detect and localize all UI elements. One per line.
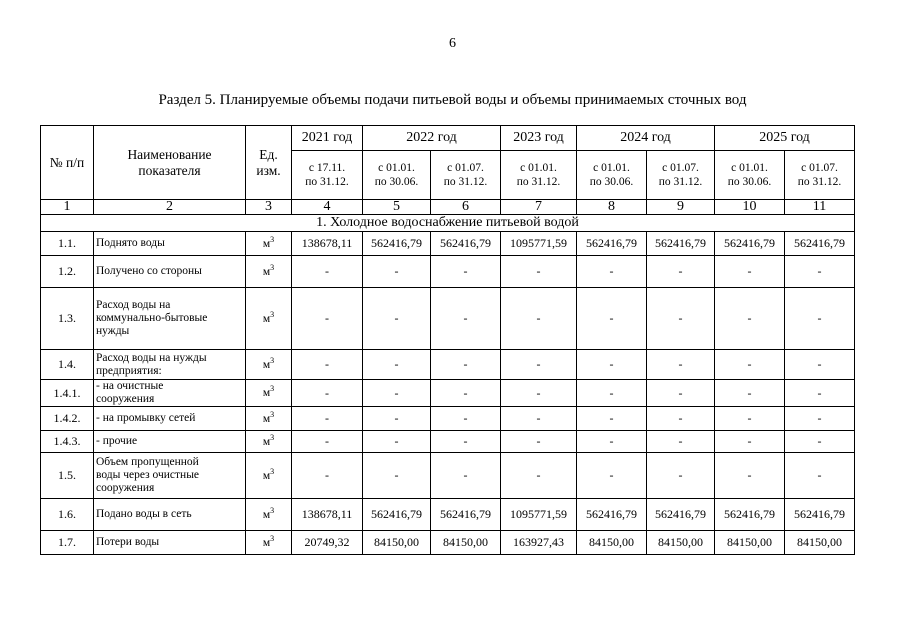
page-number: 6: [449, 36, 456, 51]
row-number: 1.7.: [41, 531, 94, 555]
value-cell: -: [363, 256, 431, 288]
unit-exponent: 3: [270, 234, 275, 244]
row-name-line: сооружения: [96, 393, 155, 405]
unit-base: м: [262, 412, 271, 425]
value-cell: -: [431, 350, 501, 380]
unit-base: м: [262, 358, 271, 371]
value-cell: -: [785, 350, 855, 380]
value-cell: -: [577, 407, 647, 431]
row-number: 1.4.3.: [41, 431, 94, 453]
table-row: [41, 531, 855, 555]
value-cell: 84150,00: [785, 531, 855, 555]
row-name: [94, 407, 246, 431]
row-number: 1.2.: [41, 256, 94, 288]
unit-base: м: [262, 312, 271, 325]
value-cell: 562416,79: [363, 232, 431, 256]
table-row: [41, 453, 855, 499]
header-period-line: с 01.07.: [801, 162, 838, 174]
header-period: [501, 151, 577, 200]
value-cell: -: [785, 453, 855, 499]
value-cell: -: [647, 380, 715, 407]
unit-base: м: [262, 469, 271, 482]
value-cell: 562416,79: [363, 499, 431, 531]
unit-exponent: 3: [270, 384, 275, 393]
value-cell: -: [715, 407, 785, 431]
value-cell: -: [785, 288, 855, 350]
header-year-2021: 2021 год: [292, 126, 363, 151]
row-unit: [246, 453, 292, 499]
header-period-line: с 01.07.: [447, 162, 484, 174]
value-cell: -: [501, 431, 577, 453]
header-year-2022: 2022 год: [363, 126, 501, 151]
table-row: [41, 232, 855, 256]
value-cell: 138678,11: [292, 232, 363, 256]
row-name: [94, 350, 246, 380]
value-cell: 20749,32: [292, 531, 363, 555]
value-cell: 84150,00: [715, 531, 785, 555]
column-number: 10: [715, 200, 785, 215]
unit-base: м: [262, 265, 271, 278]
value-cell: -: [577, 431, 647, 453]
value-cell: 1095771,59: [501, 499, 577, 531]
row-unit: [246, 232, 292, 256]
table-row: [41, 350, 855, 380]
value-cell: -: [292, 350, 363, 380]
row-unit: [246, 256, 292, 288]
header-period-line: по 30.06.: [727, 176, 772, 188]
table-row: [41, 431, 855, 453]
row-name: [94, 232, 246, 256]
header-period-line: с 01.07.: [662, 162, 699, 174]
row-name: [94, 453, 246, 499]
value-cell: -: [363, 453, 431, 499]
value-cell: -: [292, 407, 363, 431]
unit-base: м: [262, 435, 271, 448]
unit-exponent: 3: [270, 355, 275, 365]
value-cell: -: [501, 350, 577, 380]
column-number: 7: [501, 200, 577, 215]
value-cell: -: [715, 350, 785, 380]
row-name-line: Расход воды на нужды: [96, 351, 207, 364]
header-period-line: по 30.06.: [374, 176, 419, 188]
value-cell: -: [431, 380, 501, 407]
row-unit: [246, 499, 292, 531]
header-unit: Ед. изм.: [246, 126, 292, 200]
value-cell: -: [785, 380, 855, 407]
value-cell: 562416,79: [715, 499, 785, 531]
value-cell: -: [577, 453, 647, 499]
header-period-line: по 30.06.: [589, 176, 634, 188]
value-cell: -: [577, 380, 647, 407]
column-number: 11: [785, 200, 855, 215]
row-unit: [246, 380, 292, 407]
row-name-line: - прочие: [96, 435, 138, 447]
row-name-line: Расход воды на: [96, 299, 171, 311]
value-cell: -: [431, 256, 501, 288]
value-cell: 562416,79: [785, 232, 855, 256]
header-period: [647, 151, 715, 200]
value-cell: -: [647, 256, 715, 288]
value-cell: -: [292, 380, 363, 407]
row-name-line: воды через очистные: [96, 469, 200, 481]
value-cell: 562416,79: [577, 232, 647, 256]
value-cell: -: [431, 407, 501, 431]
value-cell: -: [501, 407, 577, 431]
column-number: 2: [94, 200, 246, 215]
value-cell: 562416,79: [577, 499, 647, 531]
value-cell: -: [292, 453, 363, 499]
row-name-line: - на промывку сетей: [96, 412, 196, 424]
header-period: [577, 151, 647, 200]
header-period-line: по 31.12.: [516, 176, 561, 188]
unit-exponent: 3: [270, 309, 275, 319]
header-year-2024: 2024 год: [577, 126, 715, 151]
row-name-line: коммунально-бытовые: [96, 312, 208, 324]
value-cell: 84150,00: [363, 531, 431, 555]
value-cell: -: [647, 431, 715, 453]
row-name-line: - на очистные: [96, 380, 164, 392]
unit-exponent: 3: [270, 432, 275, 442]
value-cell: -: [363, 350, 431, 380]
value-cell: 562416,79: [715, 232, 785, 256]
row-name-line: Объем пропущенной: [96, 456, 199, 468]
column-number: 6: [431, 200, 501, 215]
row-name: [94, 288, 246, 350]
value-cell: 163927,43: [501, 531, 577, 555]
value-cell: -: [501, 256, 577, 288]
table-row: [41, 288, 855, 350]
value-cell: -: [501, 288, 577, 350]
row-name-line: сооружения: [96, 482, 155, 494]
unit-base: м: [262, 237, 271, 250]
value-cell: 562416,79: [647, 232, 715, 256]
row-unit: [246, 431, 292, 453]
header-period-line: по 31.12.: [797, 176, 842, 188]
row-number: 1.4.: [41, 350, 94, 380]
row-number: 1.5.: [41, 453, 94, 499]
row-name-line: предприятия:: [96, 364, 162, 377]
water-volumes-table: [40, 125, 855, 555]
value-cell: -: [785, 431, 855, 453]
value-cell: -: [715, 256, 785, 288]
value-cell: 562416,79: [431, 499, 501, 531]
value-cell: -: [431, 453, 501, 499]
value-cell: 562416,79: [431, 232, 501, 256]
row-name: [94, 380, 246, 407]
value-cell: 84150,00: [647, 531, 715, 555]
table-row: [41, 499, 855, 531]
value-cell: -: [647, 288, 715, 350]
row-name-line: Получено со стороны: [96, 265, 202, 277]
header-period-line: по 31.12.: [443, 176, 488, 188]
column-number: 1: [41, 200, 94, 215]
value-cell: -: [363, 380, 431, 407]
value-cell: -: [577, 288, 647, 350]
value-cell: -: [785, 256, 855, 288]
header-period-line: с 01.01.: [520, 162, 557, 174]
header-year-2023: 2023 год: [501, 126, 577, 151]
section-row: 1. Холодное водоснабжение питьевой водой: [41, 215, 855, 232]
row-number: 1.6.: [41, 499, 94, 531]
header-period: [292, 151, 363, 200]
row-number: 1.4.2.: [41, 407, 94, 431]
unit-exponent: 3: [270, 466, 275, 476]
value-cell: 84150,00: [431, 531, 501, 555]
value-cell: -: [292, 256, 363, 288]
value-cell: -: [715, 380, 785, 407]
value-cell: 1095771,59: [501, 232, 577, 256]
value-cell: -: [363, 407, 431, 431]
value-cell: -: [292, 431, 363, 453]
value-cell: -: [292, 288, 363, 350]
value-cell: -: [715, 431, 785, 453]
column-number: 9: [647, 200, 715, 215]
header-year-2025: 2025 год: [715, 126, 855, 151]
table-row: [41, 380, 855, 407]
value-cell: -: [363, 431, 431, 453]
unit-exponent: 3: [270, 409, 275, 419]
row-number: 1.3.: [41, 288, 94, 350]
row-unit: [246, 407, 292, 431]
column-number: 8: [577, 200, 647, 215]
value-cell: 84150,00: [577, 531, 647, 555]
row-unit: [246, 288, 292, 350]
table-row: [41, 256, 855, 288]
row-name-line: Поднято воды: [96, 237, 165, 249]
column-number: 4: [292, 200, 363, 215]
value-cell: -: [431, 288, 501, 350]
row-name: [94, 531, 246, 555]
value-cell: -: [715, 288, 785, 350]
header-period-line: по 31.12.: [658, 176, 703, 188]
header-period-line: по 31.12.: [305, 176, 349, 188]
row-name: [94, 431, 246, 453]
row-name-line: Потери воды: [96, 536, 160, 548]
unit-exponent: 3: [270, 505, 275, 515]
value-cell: 138678,11: [292, 499, 363, 531]
row-name-line: нужды: [96, 325, 130, 337]
value-cell: -: [647, 453, 715, 499]
value-cell: -: [715, 453, 785, 499]
unit-base: м: [262, 387, 271, 399]
row-name: [94, 256, 246, 288]
value-cell: -: [501, 380, 577, 407]
value-cell: 562416,79: [785, 499, 855, 531]
value-cell: -: [431, 431, 501, 453]
value-cell: -: [785, 407, 855, 431]
row-name-line: Подано воды в сеть: [96, 508, 192, 520]
value-cell: 562416,79: [647, 499, 715, 531]
header-name: Наименование показателя: [94, 126, 246, 200]
row-number: 1.1.: [41, 232, 94, 256]
value-cell: -: [363, 288, 431, 350]
row-name: [94, 499, 246, 531]
unit-base: м: [262, 508, 271, 521]
row-unit: [246, 531, 292, 555]
row-number: 1.4.1.: [41, 380, 94, 407]
header-period: [363, 151, 431, 200]
header-period-line: с 01.01.: [378, 162, 415, 174]
header-period: [785, 151, 855, 200]
value-cell: -: [577, 350, 647, 380]
header-period-line: с 01.01.: [731, 162, 768, 174]
unit-exponent: 3: [270, 533, 275, 543]
value-cell: -: [501, 453, 577, 499]
column-number: 5: [363, 200, 431, 215]
column-number: 3: [246, 200, 292, 215]
table-row: [41, 407, 855, 431]
unit-exponent: 3: [270, 262, 275, 272]
header-num: № п/п: [41, 126, 94, 200]
header-period: [431, 151, 501, 200]
unit-base: м: [262, 536, 271, 549]
value-cell: -: [647, 407, 715, 431]
header-period-line: с 17.11.: [308, 162, 346, 174]
section-title: Раздел 5. Планируемые объемы подачи питьевой воды и объемы принимаемых сточных вод: [158, 92, 747, 108]
value-cell: -: [577, 256, 647, 288]
header-period-line: с 01.01.: [593, 162, 630, 174]
row-unit: [246, 350, 292, 380]
value-cell: -: [647, 350, 715, 380]
header-period: [715, 151, 785, 200]
